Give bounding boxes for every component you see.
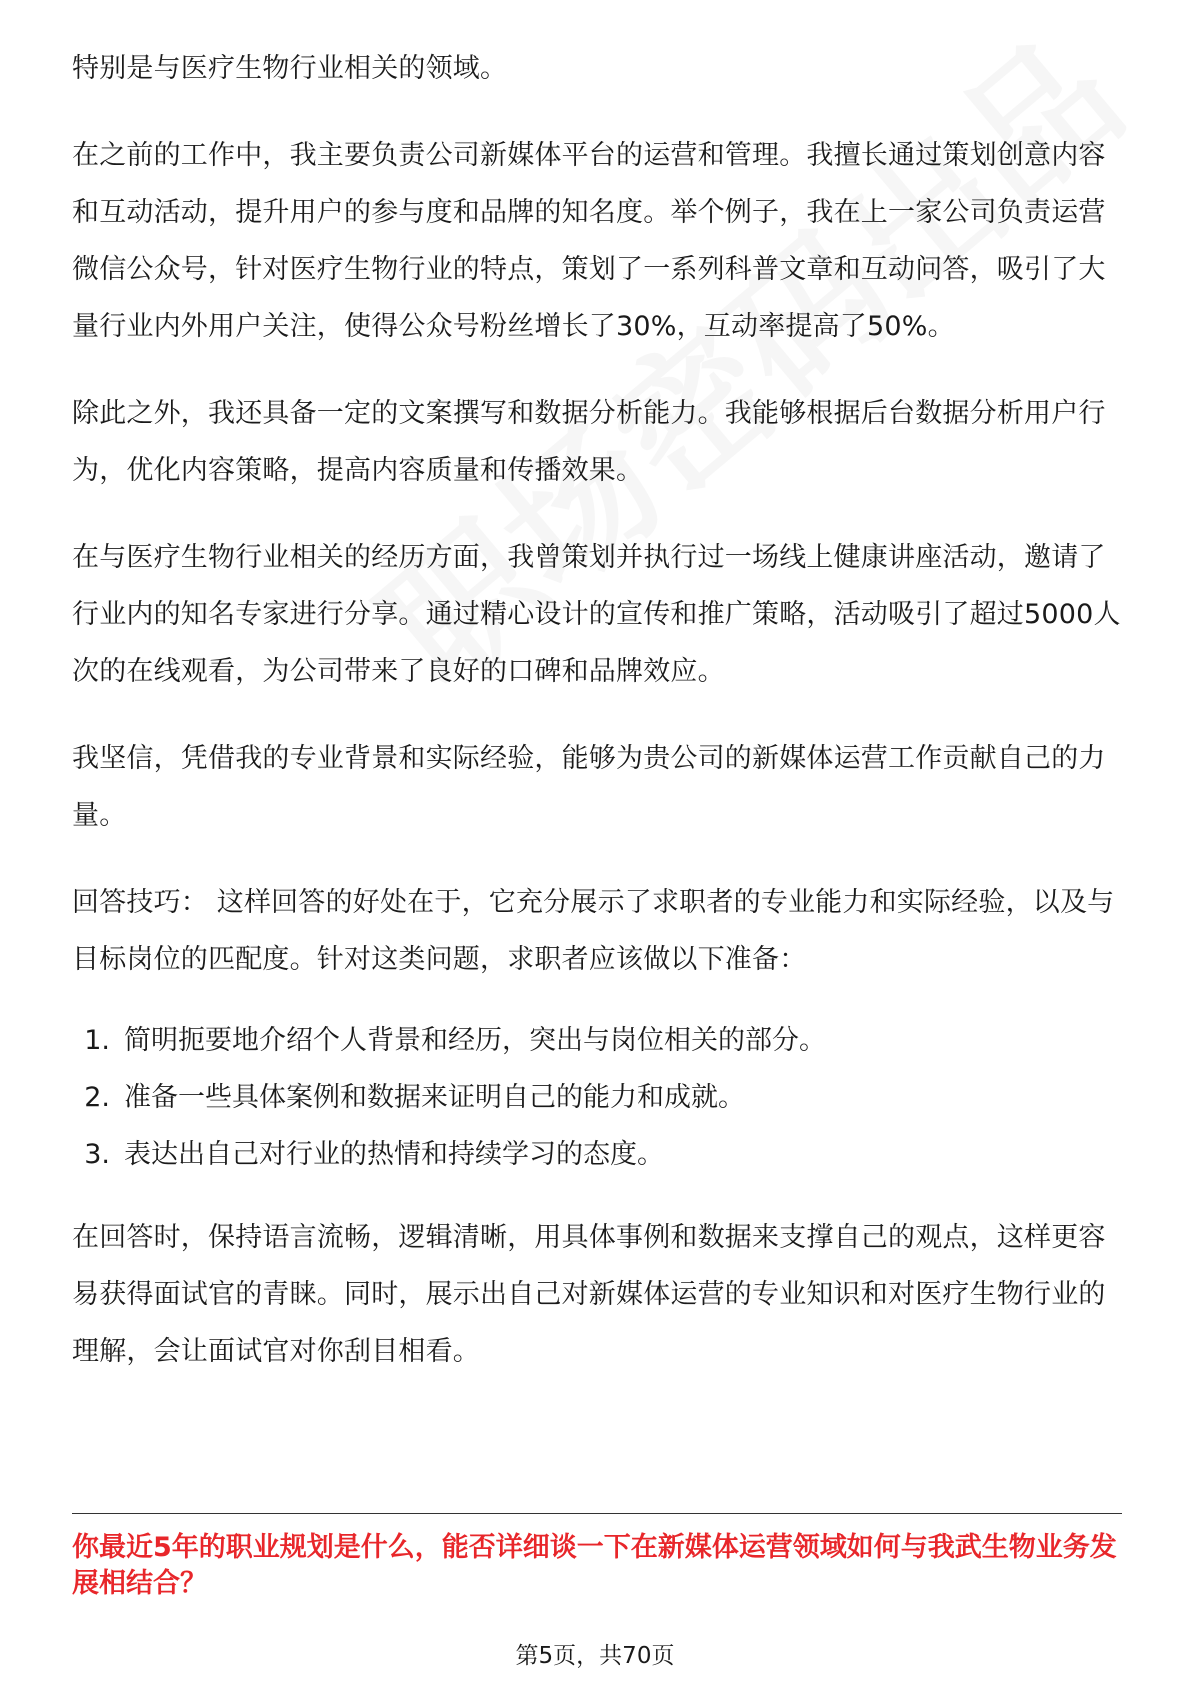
paragraph: 在之前的工作中，我主要负责公司新媒体平台的运营和管理。我擅长通过策划创意内容和互动活动，提升用户的参与度和品牌的知名度。举个例子，我在上一家公司负责运营微信公众号，针对医疗生物行业的特点，策划了一系列科普文章和互动问答，吸引了大量行业内外用户关注，使得公众号粉丝增长了30%，互动率提高了50%。 <box>72 140 1106 342</box>
list-number: 2. <box>84 1082 110 1113</box>
list-text: 简明扼要地介绍个人背景和经历，突出与岗位相关的部分。 <box>124 1025 826 1056</box>
list-number: 1. <box>84 1025 110 1056</box>
paragraph: 我坚信，凭借我的专业背景和实际经验，能够为贵公司的新媒体运营工作贡献自己的力量。 <box>72 743 1106 831</box>
list-number: 3. <box>84 1139 110 1170</box>
paragraph: 特别是与医疗生物行业相关的领域。 <box>72 53 508 84</box>
page-number: 第5页，共70页 <box>515 1643 675 1669</box>
section-divider <box>72 1513 1122 1514</box>
list-item <box>72 1069 1122 1126</box>
list-item <box>72 1012 1122 1069</box>
list-text: 表达出自己对行业的热情和持续学习的态度。 <box>124 1139 664 1170</box>
next-question-heading: 你最近5年的职业规划是什么，能否详细谈一下在新媒体运营领域如何与我武生物业务发展相结合？ <box>72 1532 1117 1599</box>
list-text: 准备一些具体案例和数据来证明自己的能力和成就。 <box>124 1082 745 1113</box>
answer-tips-intro: 回答技巧： 这样回答的好处在于，它充分展示了求职者的专业能力和实际经验，以及与目标岗位的匹配度。针对这类问题，求职者应该做以下准备： <box>72 887 1115 975</box>
paragraph: 除此之外，我还具备一定的文案撰写和数据分析能力。我能够根据后台数据分析用户行为，优化内容策略，提高内容质量和传播效果。 <box>72 398 1106 486</box>
answer-content <box>72 40 1122 1410</box>
tips-list <box>72 1012 1122 1183</box>
closing-paragraph: 在回答时，保持语言流畅，逻辑清晰，用具体事例和数据来支撑自己的观点，这样更容易获得面试官的青睐。同时，展示出自己对新媒体运营的专业知识和对医疗生物行业的理解，会让面试官对你刮目相看。 <box>72 1222 1106 1367</box>
list-item <box>72 1126 1122 1183</box>
paragraph: 在与医疗生物行业相关的经历方面，我曾策划并执行过一场线上健康讲座活动，邀请了行业内的知名专家进行分享。通过精心设计的宣传和推广策略，活动吸引了超过5000人次的在线观看，为公司带来了良好的口碑和品牌效应。 <box>72 542 1121 687</box>
